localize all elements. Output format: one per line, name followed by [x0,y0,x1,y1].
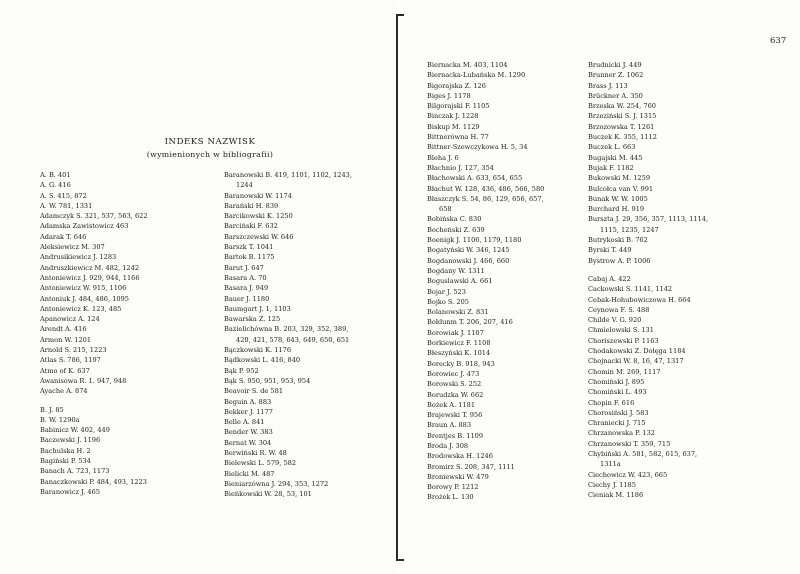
index-entry: Bromirz S. 208, 347, 1111 [427,462,515,471]
index-entry: Brzeziński S. J. 1315 [588,112,657,121]
index-entry: A. W. 781, 1331 [40,201,93,210]
index-entry: Chrzanowska P. 132 [588,429,655,438]
index-entry: Cabaj A. 422 [588,274,631,283]
letter-group-gap [588,266,758,274]
index-entry: Awanisowa R. 1. 947, 948 [40,376,127,385]
index-entry: Boguslawski A. 661 [427,277,493,286]
index-entry: Błaszczyk S. 54, 86, 129, 656, 657, [427,194,544,203]
index-entry: Childe V. G. 920 [588,316,642,325]
index-entry: Beavoir S. de 581 [224,387,284,396]
left-page [0,0,398,574]
index-entry: Bądkowski L. 416, 840 [224,356,301,365]
index-entry: Bawarska Z. 125 [224,315,281,324]
index-entry: Borkiewicz F. 1108 [427,339,491,348]
index-entry: Bąk P. 952 [224,366,259,375]
index-entry: Apanowicz A. 124 [40,315,100,324]
index-entry: Brückner A. 350 [588,91,643,100]
index-entry: Bielicki M. 487 [224,469,275,478]
index-entry: Beguin A. 883 [224,397,272,406]
index-entry: Bobińska C. 830 [427,215,482,224]
index-entry: Bocheński Z. 639 [427,225,485,234]
index-entry: Bojar J. 523 [427,287,466,296]
index-title: INDEKS NAZWISK [164,137,256,147]
index-entry: Bączkowski K. 1176 [224,346,292,355]
index-entry: Chrzanowski T. 359, 715 [588,439,671,448]
gutter-mark-bottom [396,559,404,561]
index-entry: Borecky B. 918, 943 [427,359,495,368]
index-entry: Bartok B. 1175 [224,253,275,262]
index-entry: Ciechy J. 1185 [588,480,636,489]
index-entry: Borowski S. 252 [427,380,482,389]
index-entry: Bittnerówna H. 77 [427,133,489,142]
index-entry: Chojnacki W. 8, 16, 47, 1317 [588,357,684,366]
index-entry: Antoniewicz K. 123, 485 [40,304,122,313]
index-entry: Adamska Zawistowicz 463 [40,222,129,231]
index-entry: Brodowska H. 1246 [427,452,493,461]
index-entry: Bender W. 383 [224,428,273,437]
index-entry: Bołdunm T. 206, 207, 416 [427,318,513,327]
index-entry: Bożek A. 1181 [427,400,476,409]
index-entry-continuation: 1115, 1235, 1247 [600,225,659,234]
index-entry: Brzeska W. 254, 760 [588,102,656,111]
index-entry: Babinicz W. 402, 449 [40,426,110,435]
index-entry: Arnold S. 215, 1223 [40,346,107,355]
index-entry: Bleha J. 6 [427,153,459,162]
index-entry: Bogdany W. 1311 [427,266,485,275]
index-entry: Buczek K. 355, 1112 [588,133,657,142]
index-entry: Buczek L. 663 [588,143,636,152]
index-entry: Błeszyński K. 1014 [427,349,491,358]
index-entry-continuation: 1311a [600,460,621,469]
index-entry: Bazielichówna B. 203, 329, 352, 389, [224,325,349,334]
index-entry: A. S. 415, 872 [40,191,87,200]
index-entry: Ciechowicz W. 423, 665 [588,470,668,479]
index-entry: Brunner Z. 1062 [588,71,644,80]
index-entry: Borowiec J. 473 [427,369,480,378]
index-entry: Baranowicz J. 465 [40,487,101,496]
index-entry: Bunak W. W. 1005 [588,194,648,203]
index-entry: Belle A. 841 [224,418,265,427]
index-entry: Chomiński J. 895 [588,377,645,386]
index-entry: Bieniarzówna J. 294, 353, 1272 [224,479,329,488]
index-entry: Borowiak J. 1107 [427,328,484,337]
index-entry: Adarak T. 646 [40,232,87,241]
letter-group-gap [40,397,218,405]
index-entry: Bulcołca van V. 991 [588,184,654,193]
index-entry: Barciński F. 632 [224,222,278,231]
index-entry: Chybiński A. 581, 582, 615, 637, [588,449,698,458]
index-entry: Błachnio J. 127, 354 [427,163,494,172]
index-entry: Broniewski W. 479 [427,472,489,481]
index-entry: Bilgorajski F. 1105 [427,102,490,111]
index-column-3 [427,60,585,503]
index-entry: Baczewski J. 1196 [40,436,101,445]
index-entry-continuation: 1244 [236,181,253,190]
index-column-2 [224,170,394,500]
index-subtitle: (wymienionych w bibliografii) [146,150,274,159]
index-entry: Chopin F. 616 [588,398,635,407]
index-entry: Biernacka-Lubańska M. 1290 [427,71,526,80]
index-entry: Cackowski S. 1141, 1142 [588,285,673,294]
index-entry: Bagiński P. 534 [40,457,91,466]
index-entry: Borowy P. 1212 [427,483,479,492]
index-entry: Burszta J. 29, 356, 357, 1113, 1114, [588,215,709,224]
index-entry: Byrski T. 449 [588,246,632,255]
index-entry: Bojko S. 205 [427,297,469,306]
index-entry: Adamczyk S. 321, 537, 563, 622 [40,212,148,221]
index-entry: Andrusikiewicz J. 1283 [40,253,117,262]
index-entry: Braun A. 883 [427,421,472,430]
index-entry: Aleksiewicz M. 307 [40,243,105,252]
index-entry: Bekker J. 1177 [224,407,273,416]
index-entry: Boenigk J. 1106, 1179, 1180 [427,236,522,245]
index-entry: Choriszewski P. 1163 [588,336,659,345]
index-entry: B. W. 1290a [40,415,80,424]
index-column-4 [588,60,758,500]
index-entry: Bugajski M. 445 [588,153,643,162]
index-entry: Barszk T. 1041 [224,243,274,252]
index-entry: Arendt A. 416 [40,325,87,334]
index-entry: Brajewski T. 956 [427,411,483,420]
index-entry: Antoniewicz J. 929, 944, 1166 [40,273,140,282]
index-entry: Basara A. 70 [224,273,267,282]
index-entry: Broda J. 308 [427,441,469,450]
index-entry: Barut J. 647 [224,263,264,272]
index-entry: Bukowski M. 1259 [588,174,651,183]
index-entry: Antoniewicz W. 915, 1106 [40,284,127,293]
index-entry: Antoniuk J. 484, 486, 1095 [40,294,129,303]
index-entry: Butrykoski B. 762 [588,236,648,245]
index-entry-continuation: 658 [439,205,452,214]
index-entry: Chomiński L. 493 [588,388,647,397]
index-column-1 [40,170,218,497]
index-entry: Banaczkowski P. 484, 493, 1223 [40,477,147,486]
index-entry: Bielewski L. 579, 582 [224,459,297,468]
index-entry: Barszczewski W. 646 [224,232,294,241]
index-entry: Biernacka M. 403, 1104 [427,61,508,69]
index-entry: Berwiński R. W. 48 [224,449,287,458]
index-entry-continuation: 420, 421, 578, 643, 649, 650, 651 [236,335,350,344]
index-entry: A. B. 401 [40,171,71,179]
index-entry: Brentjes B. 1109 [427,431,484,440]
index-entry: Atmo of K. 637 [40,366,90,375]
index-entry: Binczak J. 1228 [427,112,479,121]
index-entry: Andruszkiewicz M. 482, 1242 [40,263,140,272]
index-entry: Chodakowski Z. Dołęga 1184 [588,347,686,356]
index-entry: Błachut W. 128, 436, 486, 566, 580 [427,184,545,193]
index-entry: Bolanowski Z. 831 [427,308,489,317]
index-entry: Baranowski W. 1174 [224,191,292,200]
index-entry: Bystrow A. P. 1006 [588,256,651,265]
index-entry: Błachowski A. 633, 654, 655 [427,174,523,183]
index-entry: Bogatyński W. 346, 1245 [427,246,510,255]
index-entry: Ayache A. 874 [40,387,88,396]
index-entry: Cebak-Hohubowiczowa H. 664 [588,295,691,304]
index-entry: Bujak F. 1182 [588,163,634,172]
index-entry: Atlas S. 786, 1197 [40,356,101,365]
index-entry: Bauer J. 1180 [224,294,270,303]
index-entry: Burchard H. 919 [588,205,645,214]
index-entry: Brzozowska T. 1261 [588,122,655,131]
index-entry: Banach A. 723, 1173 [40,467,110,476]
index-entry: Biskup M. 1129 [427,122,480,131]
gutter-mark-top [396,14,404,16]
index-entry: Borudzka W. 662 [427,390,484,399]
index-entry: Barcikowski K. 1250 [224,212,293,221]
index-entry: Biges J. 1178 [427,91,471,100]
index-entry: Bieńkowski W. 28, 53, 101 [224,490,312,499]
index-entry: Bachulska H. 2 [40,446,91,455]
index-entry: Chomin M. 269, 1117 [588,367,661,376]
index-entry: Chraniecki J. 715 [588,419,646,428]
index-entry: Barański H. 839 [224,201,279,210]
index-entry: Baranowski B. 419, 1101, 1102, 1243, [224,171,352,179]
index-entry: Brass J. 113 [588,81,628,90]
index-entry: Basara J. 949 [224,284,269,293]
index-entry: Bąk S. 950, 951, 953, 954 [224,376,311,385]
index-entry: Bernat W. 304 [224,438,272,447]
index-entry: Brożek L. 130 [427,493,474,502]
index-entry: B. J. 85 [40,405,64,414]
index-entry: Bogdanowski J. 466, 660 [427,256,510,265]
index-entry: A. G. 416 [40,181,71,190]
index-entry: Brudnicki J. 449 [588,61,642,69]
index-entry: Ceynowa F. S. 488 [588,305,650,314]
page-number: 637 [770,36,787,46]
index-entry: Baumgart J. 1, 1103 [224,304,291,313]
index-entry: Bittner-Szewczykowa H. 5, 34 [427,143,528,152]
index-entry: Cieniak M. 1186 [588,491,644,500]
index-entry: Armon W. 1201 [40,335,92,344]
index-entry: Chmielowski S. 131 [588,326,654,335]
index-entry: Chorosiński J. 583 [588,408,649,417]
page-gutter-line [396,16,398,561]
index-entry: Bigorajska Z. 126 [427,81,486,90]
